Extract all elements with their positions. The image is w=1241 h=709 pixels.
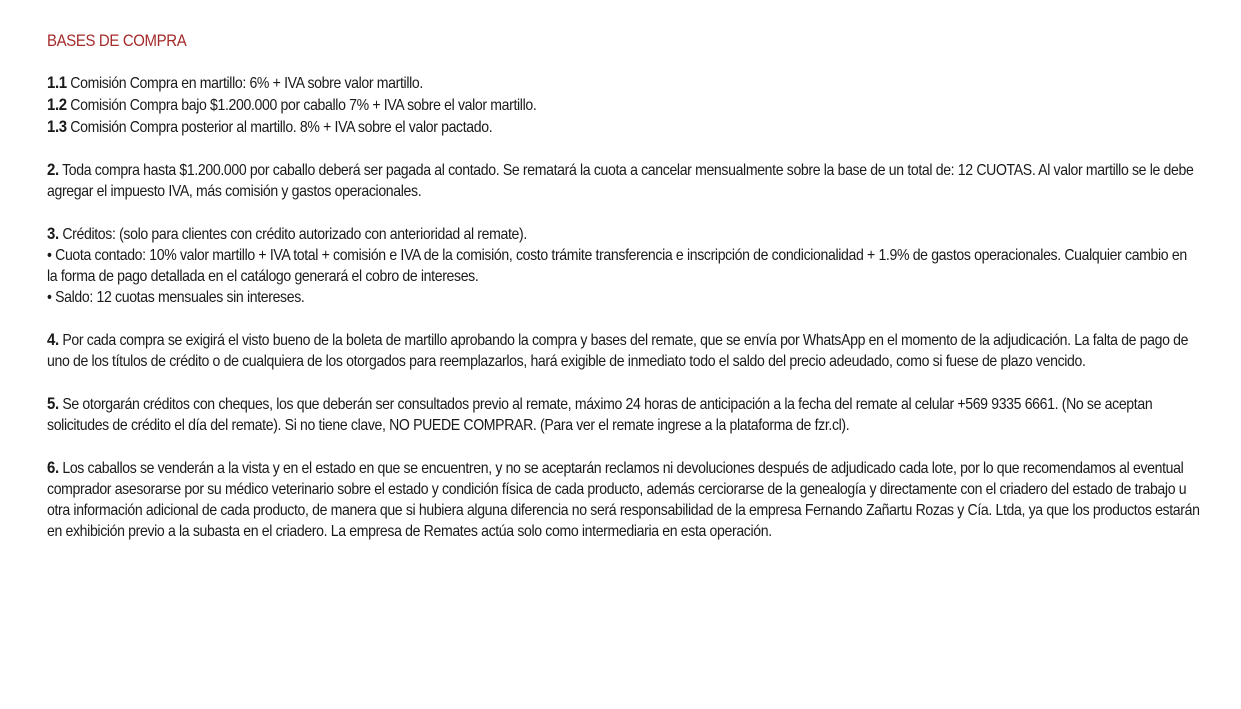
clause-text: Por cada compra se exigirá el visto bueno de la boleta de martillo aprobando la compra y bases del remate, que se envía por WhatsApp en el momento de la adjudicación. La falta de pago de uno de los títulos de crédito o de cualquiera de los otorgados para reemplazarlos, hará exigible de inmediato todo el saldo del precio adeudado, como si fuese de plazo vencido. (47, 332, 1189, 370)
section-3 (47, 223, 1200, 308)
clause-number: 3. (47, 224, 59, 243)
bullet-item: • Saldo: 12 cuotas mensuales sin intereses. (47, 289, 305, 306)
section-1 (47, 72, 1200, 138)
clause-number: 1.3 (47, 117, 67, 136)
clause-number: 1.1 (47, 73, 67, 92)
clause-text: Los caballos se venderán a la vista y en el estado en que se encuentren, y no se aceptarán reclamos ni devoluciones después de adjudicado cada lote, por lo que recomendamos al eventual comprador asesorarse por su médico veterinario sobre el estado y condición física de cada producto, además cerciorarse de la genealogía y directamente con el criadero del estado de trabajo u otra información adicional de cada producto, de manera que si hubiera alguna diferencia no será responsabilidad de la empresa Fernando Zañartu Rozas y Cía. Ltda, ya que los productos estarán en exhibición previo a la subasta en el criadero. La empresa de Remates actúa solo como intermediaria en esta operación. (47, 460, 1200, 540)
clause-number: 1.2 (47, 95, 67, 114)
clause-text: Se otorgarán créditos con cheques, los que deberán ser consultados previo al remate, máximo 24 horas de anticipación a la fecha del remate al celular +569 9335 6661. (No se aceptan solicitudes de crédito el día del remate). Si no tiene clave, NO PUEDE COMPRAR. (Para ver el remate ingrese a la plataforma de fzr.cl). (47, 396, 1153, 434)
clause-text: Comisión Compra bajo $1.200.000 por caballo 7% + IVA sobre el valor martillo. (66, 97, 537, 114)
document-page (47, 30, 1200, 563)
clause-number: 2. (47, 160, 59, 179)
section-4 (47, 329, 1200, 372)
section-2 (47, 159, 1200, 202)
section-6 (47, 457, 1200, 542)
clause-text: Créditos: (solo para clientes con crédito autorizado con anterioridad al remate). (58, 226, 527, 243)
clause-3-intro (47, 223, 1200, 245)
clause-number: 4. (47, 330, 59, 349)
page-title: BASES DE COMPRA (47, 31, 187, 50)
clause-text: Toda compra hasta $1.200.000 por caballo deberá ser pagada al contado. Se rematará la cuota a cancelar mensualmente sobre la base de un total de: 12 CUOTAS. Al valor martillo se le debe agregar el impuesto IVA, más comisión y gastos operacionales. (47, 162, 1194, 200)
clause-number: 5. (47, 394, 59, 413)
clause-1-2 (47, 94, 1200, 116)
clause-1-3 (47, 116, 1200, 138)
clause-text: Comisión Compra en martillo: 6% + IVA sobre valor martillo. (66, 75, 423, 92)
clause-text: Comisión Compra posterior al martillo. 8% + IVA sobre el valor pactado. (66, 119, 493, 136)
section-5 (47, 393, 1200, 436)
bullet-item: • Cuota contado: 10% valor martillo + IVA total + comisión e IVA de la comisión, costo trámite transferencia e inscripción de condicionalidad + 1.9% de gastos operacionales. Cualquier cambio en la forma de pago detallada en el catálogo generará el cobro de intereses. (47, 247, 1187, 285)
clause-number: 6. (47, 458, 59, 477)
clause-1-1 (47, 72, 1200, 94)
